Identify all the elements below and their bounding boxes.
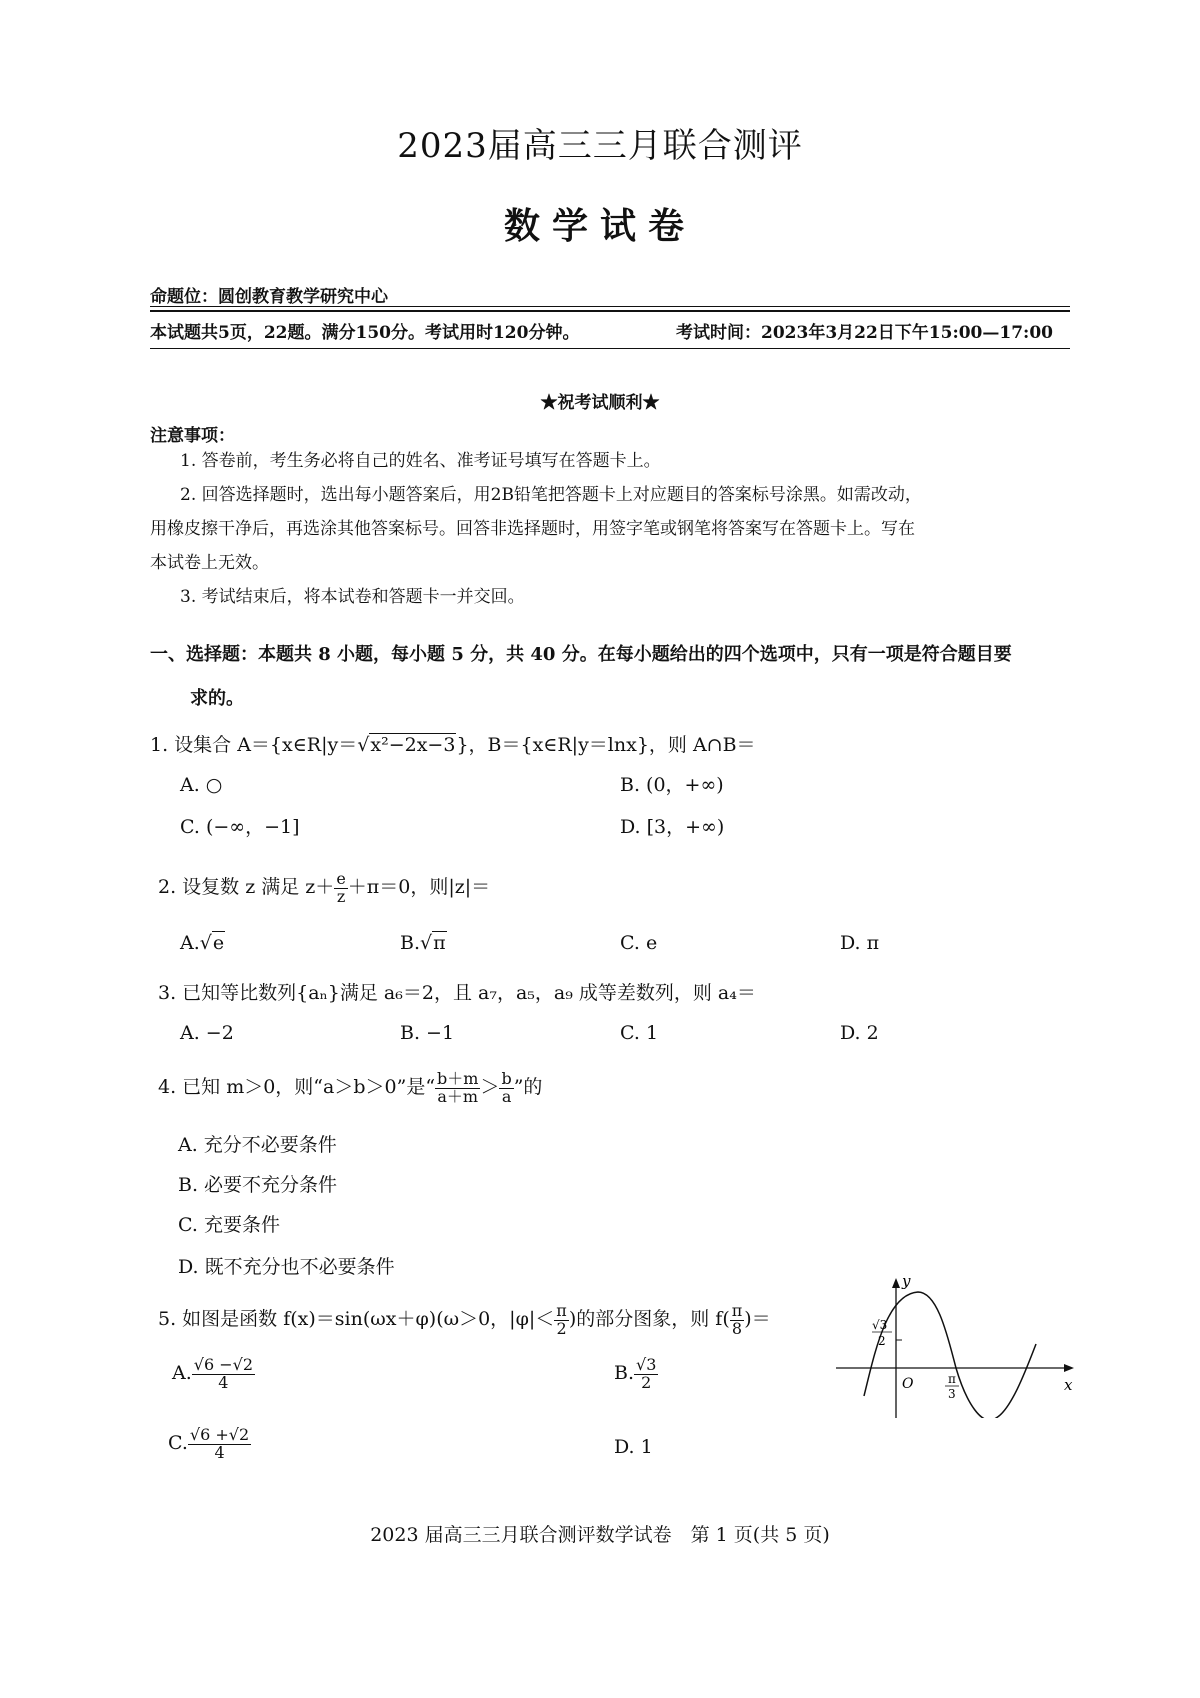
fraction-num: √6 +√2 [189,1424,250,1444]
q5-option-b [614,1356,658,1391]
q5-option-c [168,1426,251,1461]
q5-text-e: )＝ [744,1308,771,1330]
radicand: π [433,932,446,954]
q3-option-c: C. 1 [620,1022,659,1044]
fraction-den: 2 [556,1318,567,1338]
q3-option-b: B. −1 [400,1022,455,1044]
q1-option-c: C. (−∞，−1] [180,816,300,838]
option-letter: A. [172,1362,192,1384]
q3-option-d: D. 2 [840,1022,879,1044]
fraction-num: √6 −√2 [193,1354,254,1374]
q5-text-a: 5. 如图是函数 f(x)＝sin(ωx＋φ) [158,1308,437,1330]
q5-option-d: D. 1 [614,1436,653,1458]
fraction-den: a [501,1086,512,1106]
q5-option-a [172,1356,255,1391]
q2-option-a [180,926,225,960]
fraction [188,1424,251,1462]
q4-gt: ＞ [480,1076,500,1098]
q1-radicand: x²−2x−3 [370,734,456,756]
fraction-num: b＋m [437,1068,479,1088]
fraction-den: 4 [218,1372,229,1392]
fraction-num: π [556,1300,567,1320]
fraction [192,1354,255,1392]
origin-label: O [902,1376,914,1392]
y-axis-label: y [902,1278,911,1290]
x-axis-label: x [1064,1376,1073,1394]
section-heading: 一、选择题：本题共 8 小题，每小题 5 分，共 40 分。在每小题给出的四个选项中，只有一项是符合题目要 [150,644,1012,665]
exam-subtitle: 数学试卷 [503,205,696,247]
question-3-stem: 3. 已知等比数列{aₙ}满足 a₆＝2，且 a₇，a₅，a₉ 成等差数列，则 a₄＝ [158,982,756,1004]
question-5-stem [158,1302,771,1337]
note-item: 2. 回答选择题时，选出每小题答案后，用2B铅笔把答题卡上对应题目的答案标号涂黑。如需改动， [180,485,922,505]
sqrt-icon: √ [357,734,370,756]
note-item: 3. 考试结束后，将本试卷和答题卡一并交回。 [180,587,525,607]
q4-text-b: ”的 [513,1076,543,1098]
q4-text-a: 4. 已知 m＞0，则“a＞b＞0”是“ [158,1076,436,1098]
question-1-stem [150,728,756,762]
q1-option-a: A. ○ [180,774,223,796]
q5-text-c: )的部分图象，则 f [568,1308,723,1330]
divider [150,310,1070,312]
author-line: 命题位：圆创教育教学研究中心 [150,287,388,307]
exam-time: 考试时间：2023年3月22日下午15:00—17:00 [676,323,1053,343]
divider [150,306,1070,307]
fraction-den: 2 [641,1372,652,1392]
fraction [634,1354,658,1392]
x-tick-den: 3 [948,1387,956,1401]
option-letter: A. [180,932,200,954]
option-letter: B. [614,1362,635,1384]
q2-text-a: 2. 设复数 z 满足 z＋ [158,876,335,898]
y-tick-num: √3 [872,1318,888,1332]
q2-option-b [400,926,447,960]
notes-title: 注意事项： [150,426,235,446]
sqrt-icon: √ [199,932,212,954]
wish-line: ★祝考试顺利★ [540,393,660,413]
fraction-den: z [336,886,346,906]
q4-option-b: B. 必要不充分条件 [178,1174,338,1196]
exam-info: 本试题共5页，22题。满分150分。考试用时120分钟。 [150,323,580,343]
option-letter: C. [168,1432,188,1454]
q2-option-c: C. e [620,932,658,954]
y-tick-den: 2 [878,1334,886,1348]
q4-option-c: C. 充要条件 [178,1214,280,1236]
fraction [499,1068,513,1106]
note-item: 本试卷上无效。 [150,553,269,573]
x-tick-num: π [948,1372,956,1386]
fraction [435,1068,480,1106]
q5-text-b: (ω＞0，|φ|＜ [436,1308,555,1330]
section-heading-cont: 求的。 [190,688,244,709]
exam-title: 2023届高三三月联合测评 [397,126,803,166]
q4-option-d: D. 既不充分也不必要条件 [178,1256,395,1278]
radicand: e [212,932,225,954]
q2-text-b: ＋π＝0，则|z|＝ [347,876,491,898]
fraction-num: b [501,1068,512,1088]
q5-paren: ( [722,1308,730,1330]
x-axis-arrow-icon [1064,1364,1074,1372]
q1-option-d: D. [3，+∞) [620,816,725,838]
fraction [554,1300,569,1338]
note-item: 用橡皮擦干净后，再选涂其他答案标号。回答非选择题时，用签字笔或钢笔将答案写在答题卡上。写在 [150,519,915,539]
fraction-den: 4 [214,1442,225,1462]
divider [150,348,1070,349]
q1-text-a: 1. 设集合 A＝{x∈R|y＝ [150,734,358,756]
y-axis-arrow-icon [892,1278,900,1288]
fraction-den: 8 [731,1318,743,1338]
q3-option-a: A. −2 [180,1022,234,1044]
question-2-stem [158,870,490,905]
q1-text-b: }，B＝{x∈R|y＝lnx}，则 A∩B＝ [456,734,756,756]
q2-option-d: D. π [840,932,880,954]
fraction-den: a＋m [437,1086,479,1106]
fraction-num: √3 [636,1354,657,1374]
page-footer: 2023 届高三三月联合测评数学试卷 第 1 页(共 5 页) [370,1524,830,1546]
q4-option-a: A. 充分不必要条件 [178,1134,337,1156]
sqrt-icon: √ [420,932,433,954]
fraction [730,1300,745,1338]
note-item: 1. 答卷前，考生务必将自己的姓名、准考证号填写在答题卡上。 [180,451,661,471]
fraction-num: π [731,1300,743,1320]
sine-graph [836,1278,1076,1418]
question-4-stem [158,1070,542,1105]
fraction [334,868,347,906]
option-letter: B. [400,932,421,954]
fraction-num: e [336,868,346,888]
q1-option-b: B. (0，+∞) [620,774,724,796]
